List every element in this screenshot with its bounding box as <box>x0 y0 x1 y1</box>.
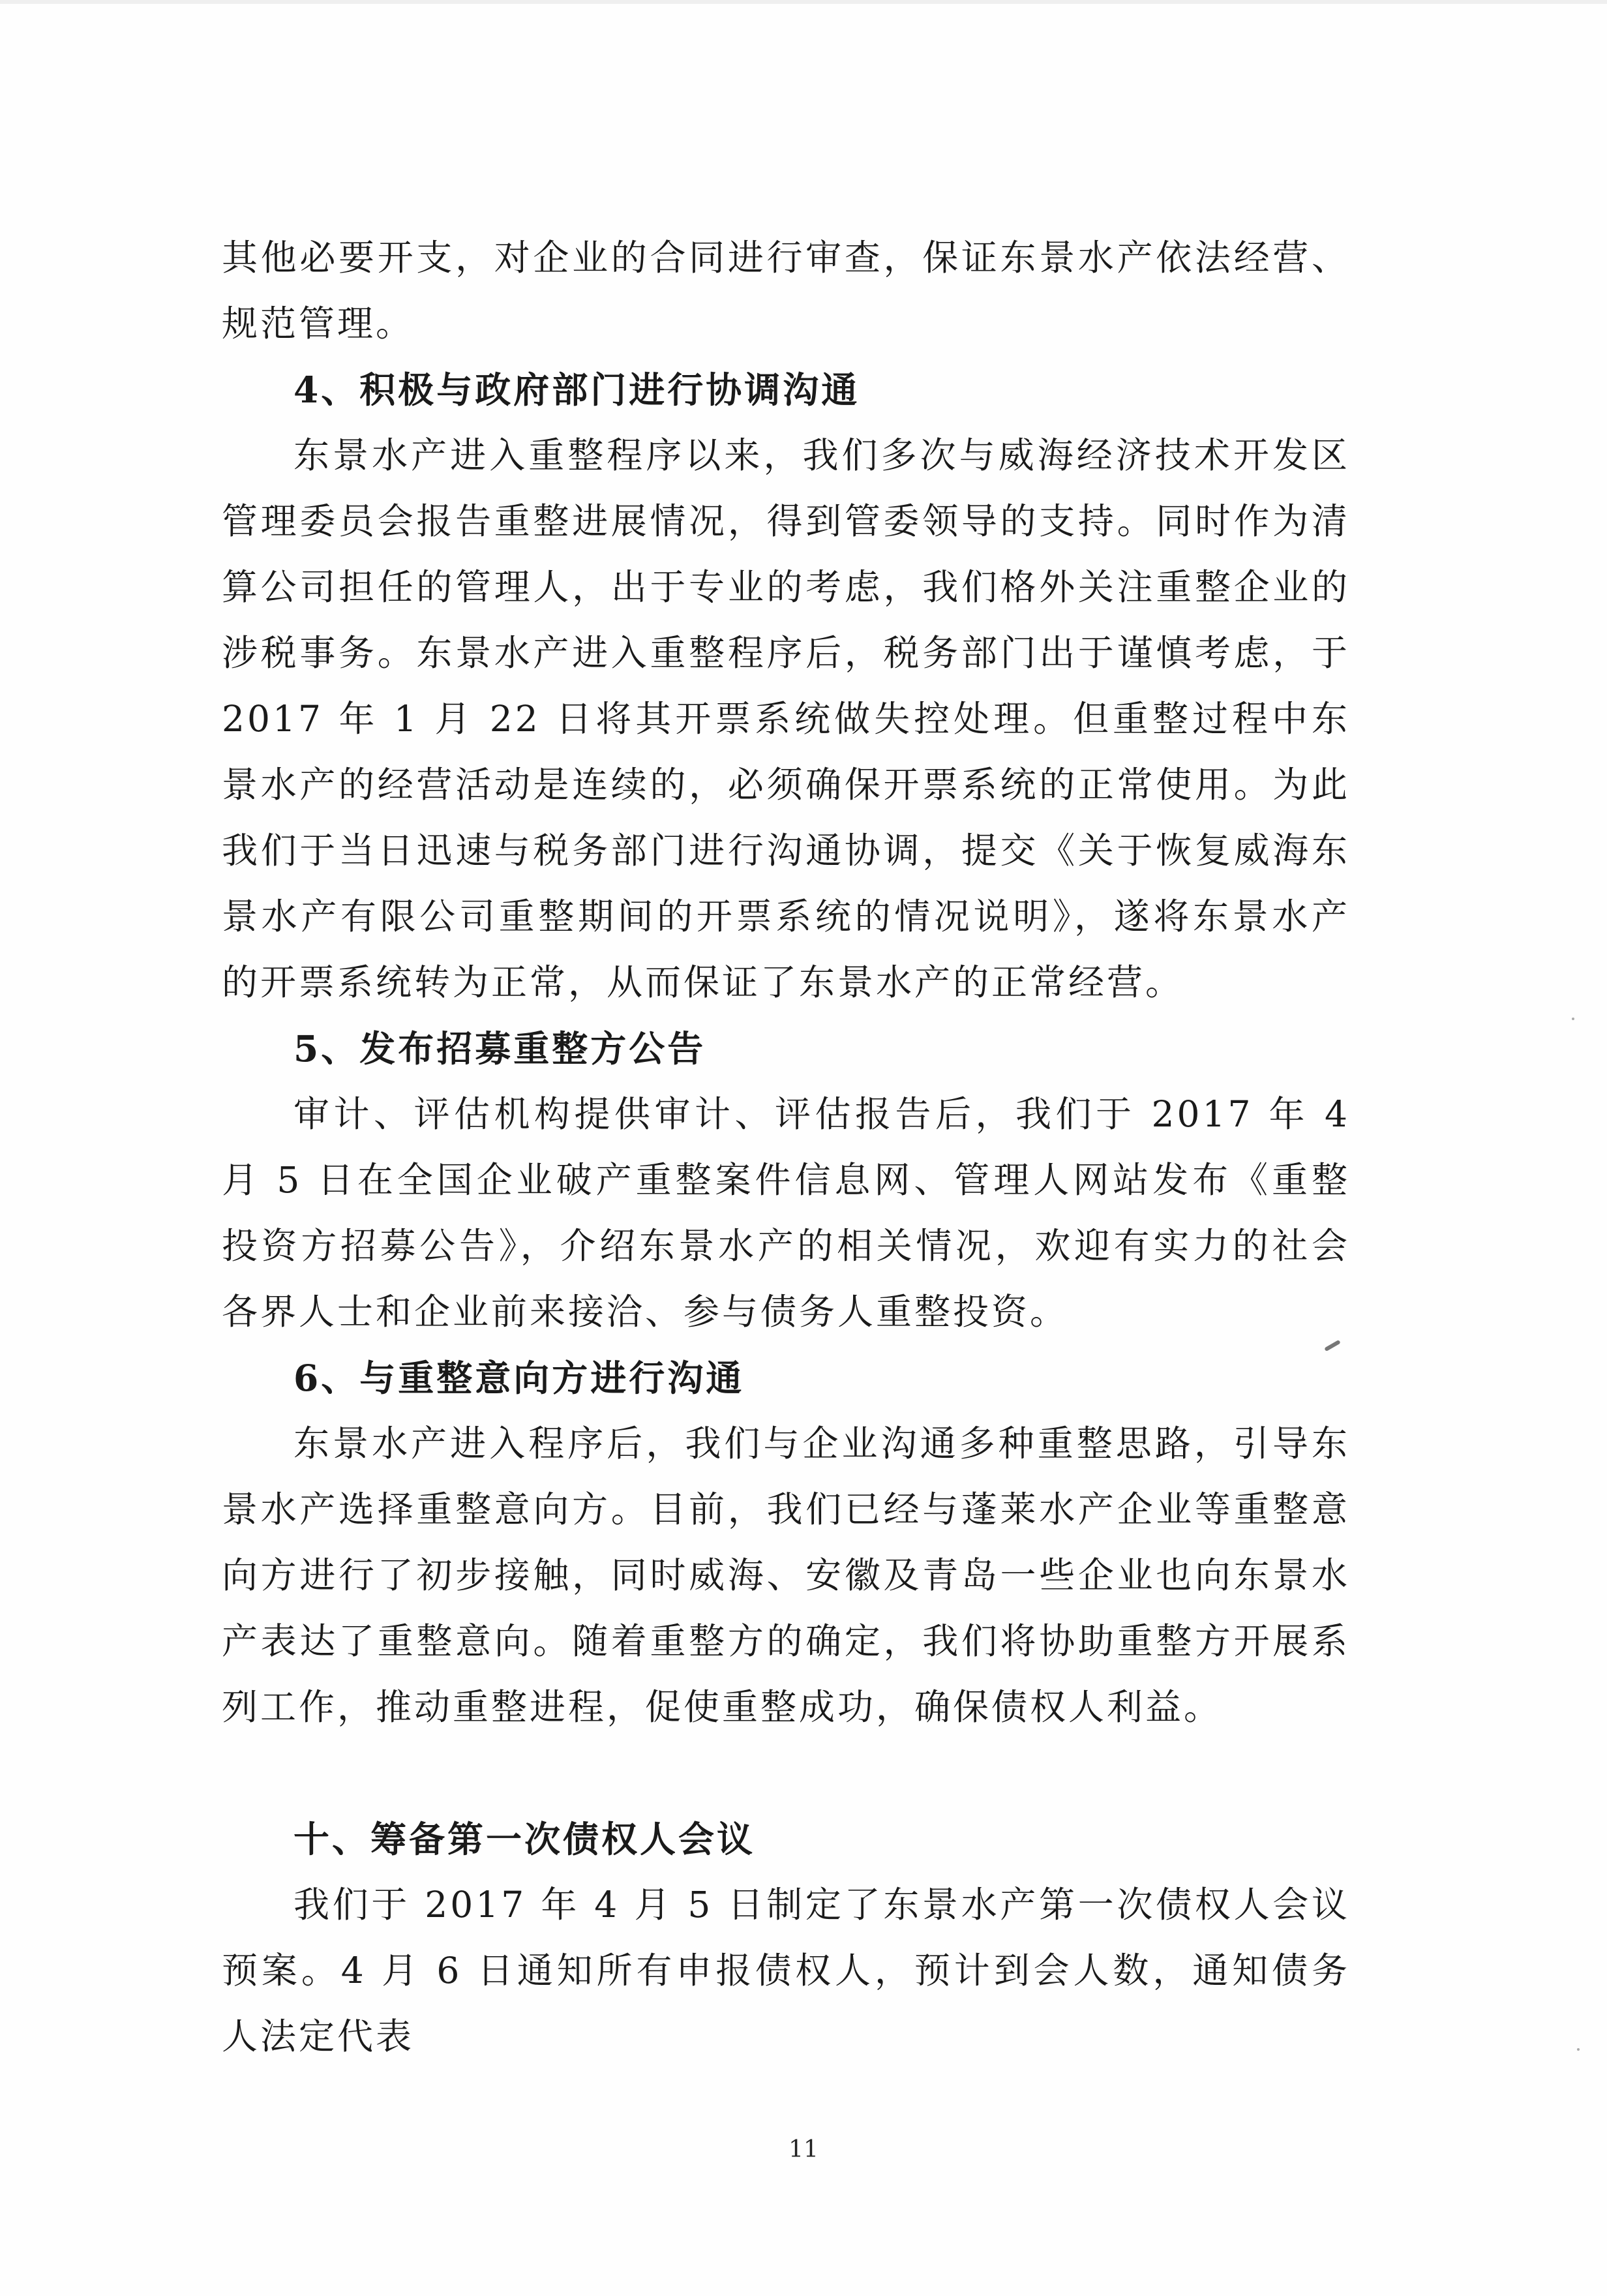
paragraph: 审计、评估机构提供审计、评估报告后，我们于 2017 年 4 月 5 日在全国企业破产重整案件信息网、管理人网站发布《重整投资方招募公告》，介绍东景水产的相关情况，欢迎有实力的社会各界人士和企业前来接洽、参与债务人重整投资。 <box>222 1093 1350 1333</box>
paragraph: 东景水产进入重整程序以来，我们多次与威海经济技术开发区管理委员会报告重整进展情况，得到管委领导的支持。同时作为清算公司担任的管理人，出于专业的考虑，我们格外关注重整企业的涉税事务。东景水产进入重整程序后，税务部门出于谨慎考虑，于 2017 年 1 月 22 日将其开票系统做失控处理。但重整过程中东景水产的经营活动是连续的，必须确保开票系统的正常使用。为此我们于当日迅速与税务部门进行沟通协调，提交《关于恢复威海东景水产有限公司重整期间的开票系统的情况说明》，遂将东景水产的开票系统转为正常，从而保证了东景水产的正常经营。 <box>222 434 1350 1003</box>
scan-speck <box>1572 1018 1574 1020</box>
section-heading: 5、发布招募重整方公告 <box>293 1027 706 1070</box>
section-heading: 6、与重整意向方进行沟通 <box>293 1357 745 1399</box>
paragraph: 东景水产进入程序后，我们与企业沟通多种重整思路，引导东景水产选择重整意向方。目前，我们已经与蓬莱水产企业等重整意向方进行了初步接触，同时威海、安徽及青岛一些企业也向东景水产表达了重整意向。随着重整方的确定，我们将协助重整方开展系列工作，推动重整进程，促使重整成功，确保债权人利益。 <box>222 1423 1350 1728</box>
scan-speck <box>1577 2048 1580 2051</box>
chapter-heading: 十、筹备第一次债权人会议 <box>293 1818 756 1860</box>
page-number: 11 <box>788 2136 819 2163</box>
document-body <box>222 225 1350 2070</box>
scan-top-edge <box>0 0 1607 4</box>
paragraph-gap <box>222 1740 1350 1806</box>
paragraph: 其他必要开支，对企业的合同进行审查，保证东景水产依法经营、规范管理。 <box>222 237 1350 344</box>
section-heading: 4、积极与政府部门进行协调沟通 <box>293 369 860 411</box>
paragraph: 我们于 2017 年 4 月 5 日制定了东景水产第一次债权人会议预案。4 月 6 日通知所有申报债权人，预计到会人数，通知债务人法定代表 <box>222 1884 1350 2057</box>
